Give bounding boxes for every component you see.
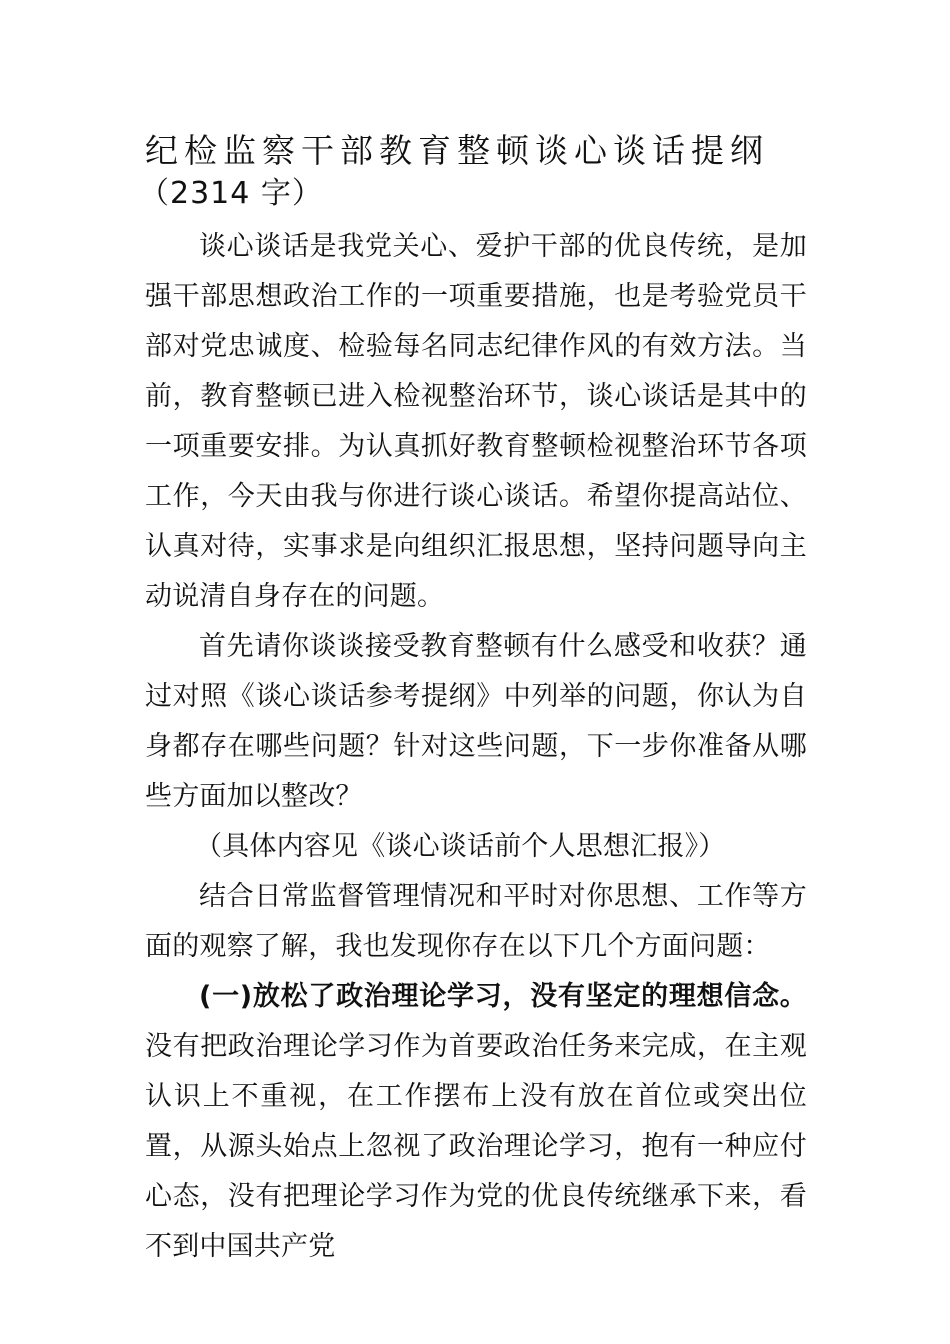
document-title: 纪检监察干部教育整顿谈心谈话提纲 [145,131,769,170]
word-count: （2314 字） [139,176,323,211]
paragraph-issue-1 [145,972,807,1272]
issue-1-text: 没有把政治理论学习作为首要政治任务来完成，在主观认识上不重视，在工作摆布上没有放在首位或突出位置，从源头始点上忽视了政治理论学习，抱有一种应付心态，没有把理论学习作为党的优良传统继承下来，看不到中国共产党 [145,1031,807,1262]
paragraph-questions: 首先请你谈谈接受教育整顿有什么感受和收获？通过对照《谈心谈话参考提纲》中列举的问题，你认为自身都存在哪些问题？针对这些问题，下一步你准备从哪些方面加以整改？ [145,631,807,812]
paragraph-observation: 结合日常监督管理情况和平时对你思想、工作等方面的观察了解，我也发现你存在以下几个方面问题： [145,881,807,962]
issue-1-heading: (一)放松了政治理论学习，没有坚定的理想信念。 [199,981,807,1012]
paragraph-note: （具体内容见《谈心谈话前个人思想汇报》） [195,831,726,862]
document-body [139,128,807,1272]
paragraph-intro: 谈心谈话是我党关心、爱护干部的优良传统，是加强干部思想政治工作的一项重要措施，也是考验党员干部对党忠诚度、检验每名同志纪律作风的有效方法。当前，教育整顿已进入检视整治环节，谈心谈话是其中的一项重要安排。为认真抓好教育整顿检视整治环节各项工作，今天由我与你进行谈心谈话。希望你提高站位、认真对待，实事求是向组织汇报思想，坚持问题导向主动说清自身存在的问题。 [145,231,807,612]
